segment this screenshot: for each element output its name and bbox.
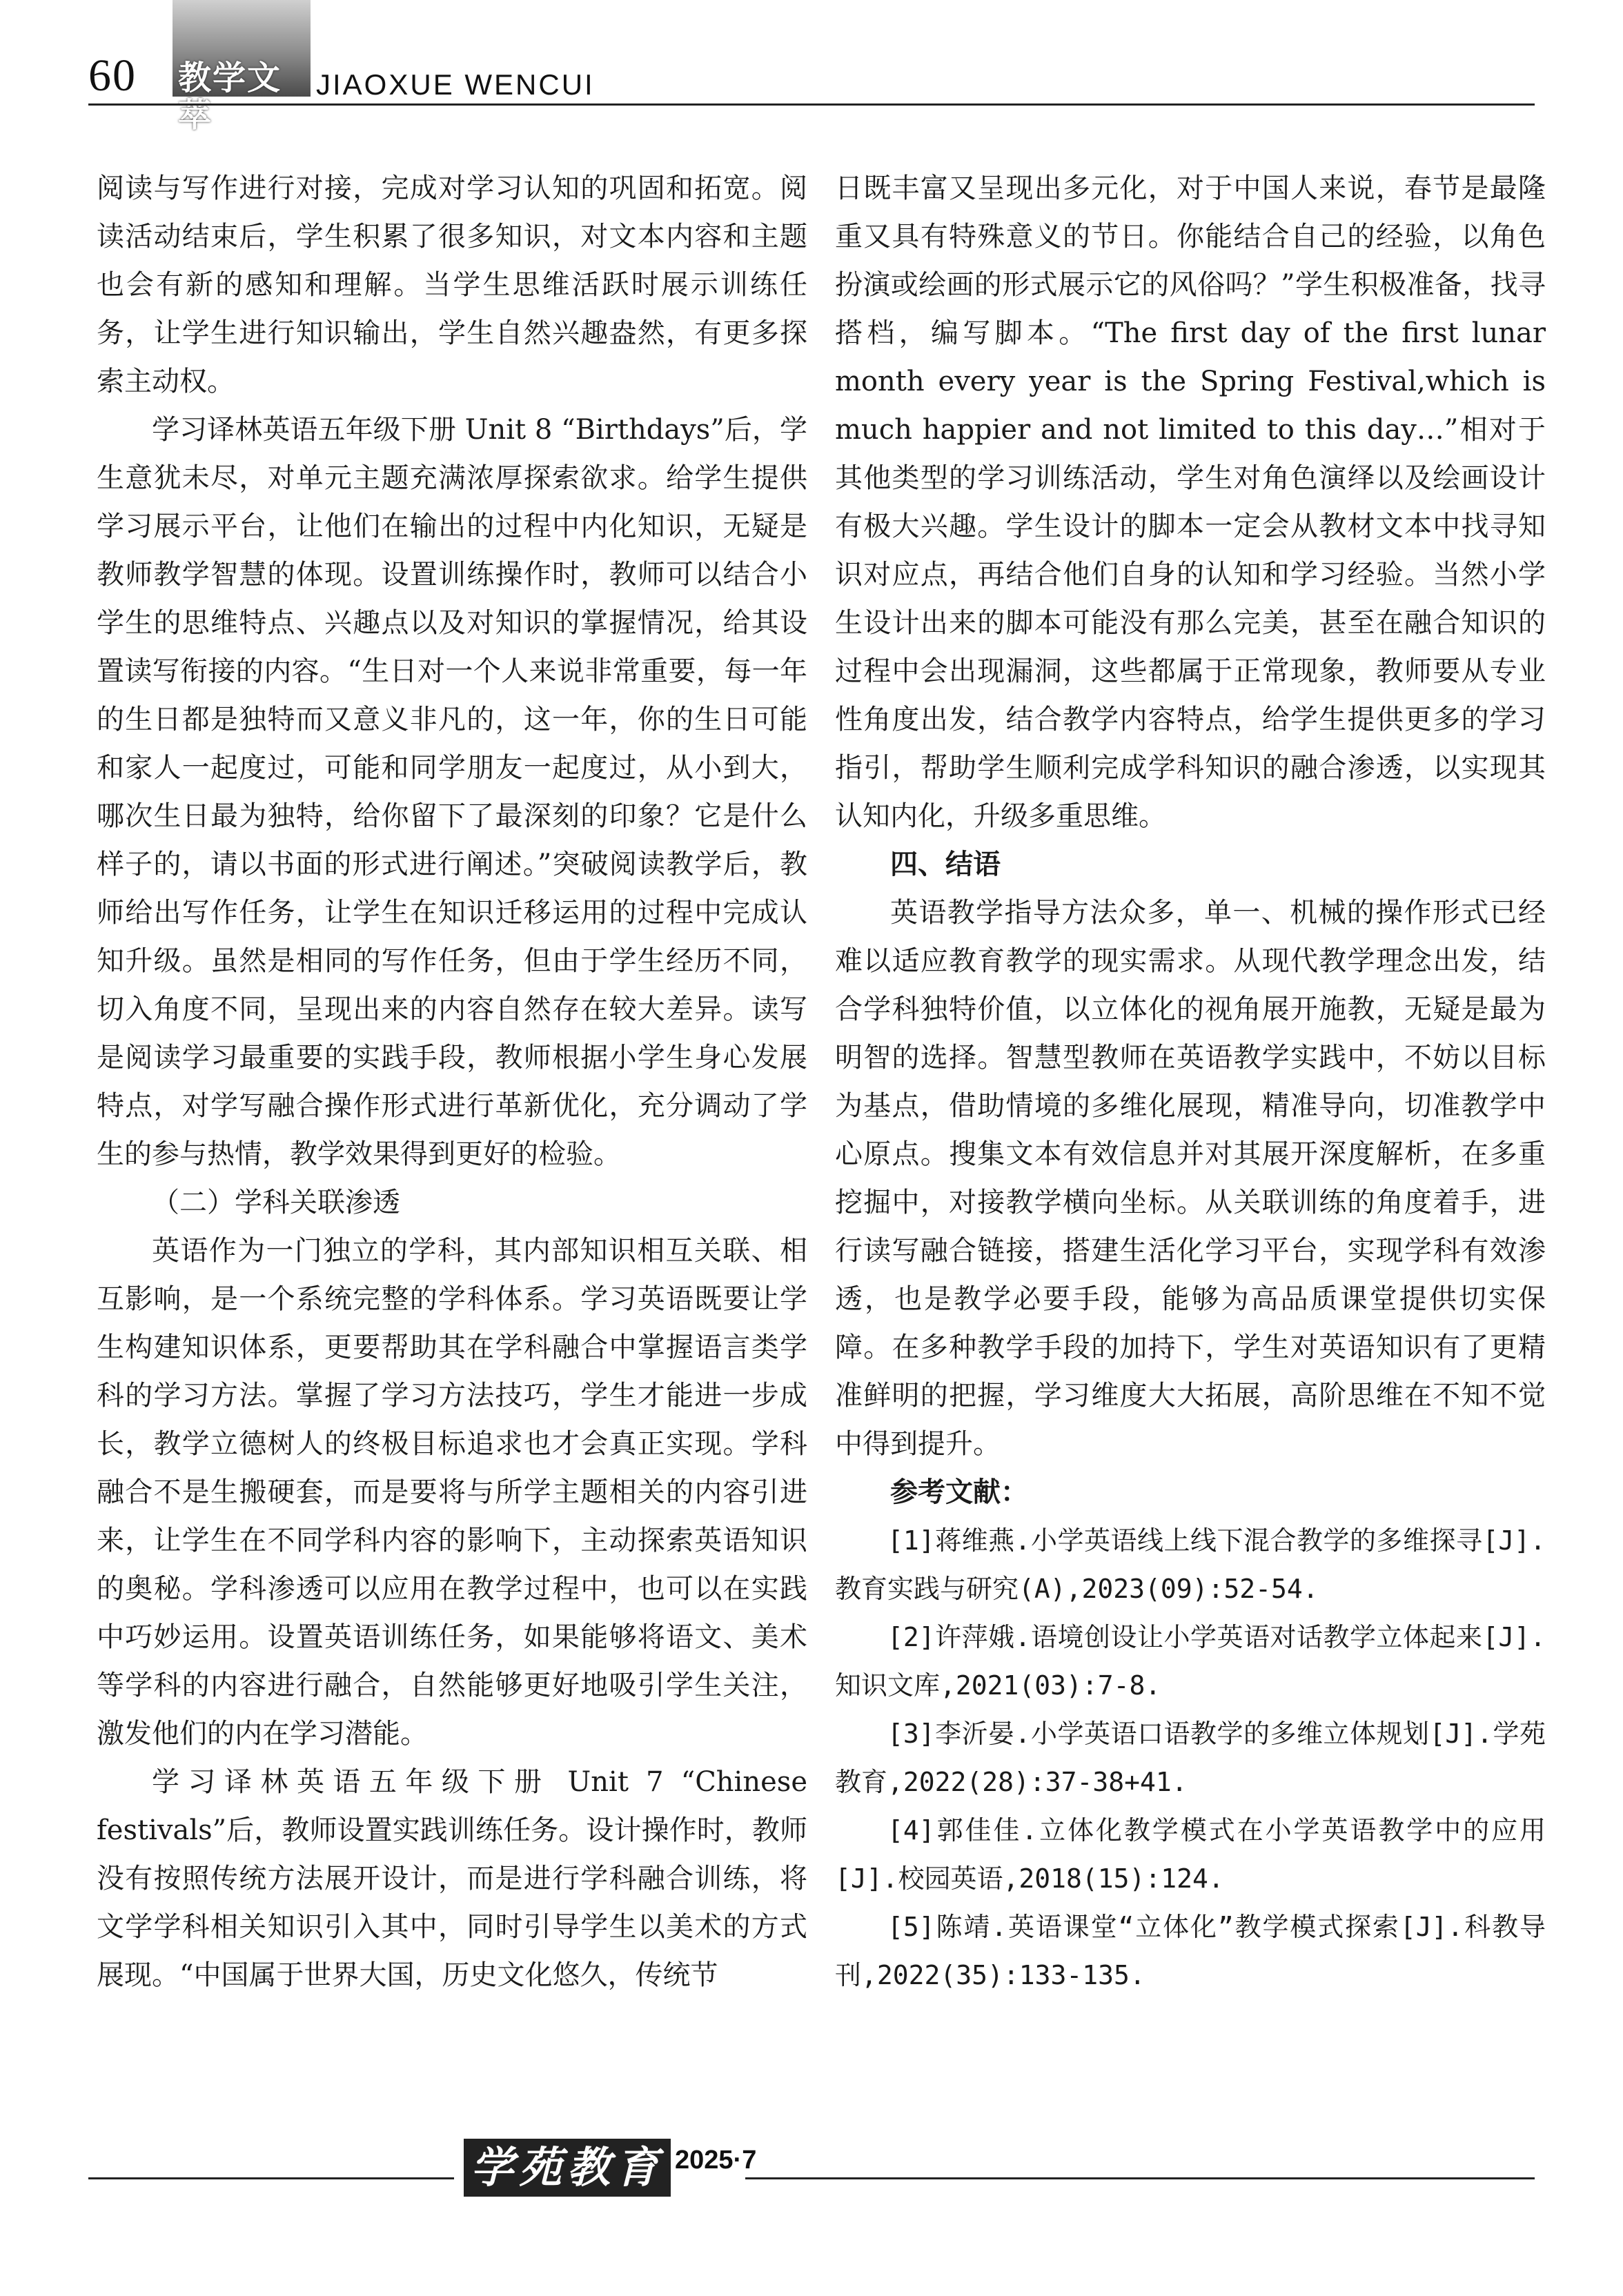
references-heading: 参考文献： [890,1476,1028,1508]
header-rule [88,103,1535,106]
footer-rule-left [88,2177,454,2179]
page-number: 60 [88,50,137,101]
reference-item: [5]陈靖.英语课堂“立体化”教学模式探索[J].科教导刊,2022(35):133-135. [835,1912,1546,1990]
footer-journal-logo: 学苑教育 [464,2139,671,2197]
paragraph: 日既丰富又呈现出多元化，对于中国人来说，春节是最隆重又具有特殊意义的节日。你能结合自己的经验，以角色扮演或绘画的形式展示它的风俗吗？”学生积极准备，找寻搭档，编写脚本。“The first day of the first lunar month every year is the Spring Festival,which is much happier and not limited to this day…”相对于其他类型的学习训练活动，学生对角色演绎以及绘画设计有极大兴趣。学生设计的脚本一定会从教材文本中找寻知识对应点，再结合他们自身的认知和学习经验。当然小学生设计出来的脚本可能没有那么完美，甚至在融合知识的过程中会出现漏洞，这些都属于正常现象，教师要从专业性角度出发，结合教学内容特点，给学生提供更多的学习指引，帮助学生顺利完成学科知识的融合渗透，以实现其认知内化，升级多重思维。 [835,172,1546,832]
reference-item: [1]蒋维燕.小学英语线上线下混合教学的多维探寻[J].教育实践与研究(A),2023(09):52-54. [835,1525,1546,1604]
reference-item: [2]许萍娥.语境创设让小学英语对话教学立体起来[J].知识文库,2021(03):7-8. [835,1622,1546,1701]
journal-title-en: JIAOXUE WENCUI [316,68,595,101]
paragraph: 英语作为一门独立的学科，其内部知识相互关联、相互影响，是一个系统完整的学科体系。学习英语既要让学生构建知识体系，更要帮助其在学科融合中掌握语言类学科的学习方法。掌握了学习方法技巧，学生才能进一步成长，教学立德树人的终极目标追求也才会真正实现。学科融合不是生搬硬套，而是要将与所学主题相关的内容引进来，让学生在不同学科内容的影响下，主动探索英语知识的奥秘。学科渗透可以应用在教学过程中，也可以在实践中巧妙运用。设置英语训练任务，如果能够将语文、美术等学科的内容进行融合，自然能够更好地吸引学生关注，激发他们的内在学习潜能。 [97,1235,807,1750]
footer-rule-right [745,2177,1535,2179]
reference-item: [4]郭佳佳.立体化教学模式在小学英语教学中的应用[J].校园英语,2018(15):124. [835,1815,1546,1894]
left-column [97,164,807,1999]
paragraph: 学习译林英语五年级下册 Unit 8 “Birthdays”后，学生意犹未尽，对单元主题充满浓厚探索欲求。给学生提供学习展示平台，让他们在输出的过程中内化知识，无疑是教师教学智慧的体现。设置训练操作时，教师可以结合小学生的思维特点、兴趣点以及对知识的掌握情况，给其设置读写衔接的内容。“生日对一个人来说非常重要，每一年的生日都是独特而又意义非凡的，这一年，你的生日可能和家人一起度过，可能和同学朋友一起度过，从小到大，哪次生日最为独特，给你留下了最深刻的印象？它是什么样子的，请以书面的形式进行阐述。”突破阅读教学后，教师给出写作任务，让学生在知识迁移运用的过程中完成认知升级。虽然是相同的写作任务，但由于学生经历不同，切入角度不同，呈现出来的内容自然存在较大差异。读写是阅读学习最重要的实践手段，教师根据小学生身心发展特点，对学写融合操作形式进行革新优化，充分调动了学生的参与热情，教学效果得到更好的检验。 [97,414,807,1170]
journal-title-cn: 教学文萃 [178,59,282,135]
section-heading-conclusion: 四、结语 [890,848,1001,880]
paragraph: 阅读与写作进行对接，完成对学习认知的巩固和拓宽。阅读活动结束后，学生积累了很多知识，对文本内容和主题也会有新的感知和理解。当学生思维活跃时展示训练任务，让学生进行知识输出，学生自然兴趣盎然，有更多探索主动权。 [97,172,807,397]
right-column [835,164,1546,1999]
section-heading: （二）学科关联渗透 [152,1187,400,1218]
footer-issue: 2025·7 [675,2146,757,2175]
paragraph: 英语教学指导方法众多，单一、机械的操作形式已经难以适应教育教学的现实需求。从现代教学理念出发，结合学科独特价值，以立体化的视角展开施教，无疑是最为明智的选择。智慧型教师在英语教学实践中，不妨以目标为基点，借助情境的多维化展现，精准导向，切准教学中心原点。搜集文本有效信息并对其展开深度解析，在多重挖掘中，对接教学横向坐标。从关联训练的角度着手，进行读写融合链接，搭建生活化学习平台，实现学科有效渗透，也是教学必要手段，能够为高品质课堂提供切实保障。在多种教学手段的加持下，学生对英语知识有了更精准鲜明的把握，学习维度大大拓展，高阶思维在不知不觉中得到提升。 [835,897,1546,1460]
journal-header-block [173,0,311,135]
paragraph: 学习译林英语五年级下册 Unit 7 “Chinese festivals”后，教师设置实践训练任务。设计操作时，教师没有按照传统方法展开设计，而是进行学科融合训练，将文学学科相关知识引入其中，同时引导学生以美术的方式展现。“中国属于世界大国，历史文化悠久，传统节 [97,1766,807,1991]
reference-item: [3]李沂晏.小学英语口语教学的多维立体规划[J].学苑教育,2022(28):37-38+41. [835,1719,1546,1797]
